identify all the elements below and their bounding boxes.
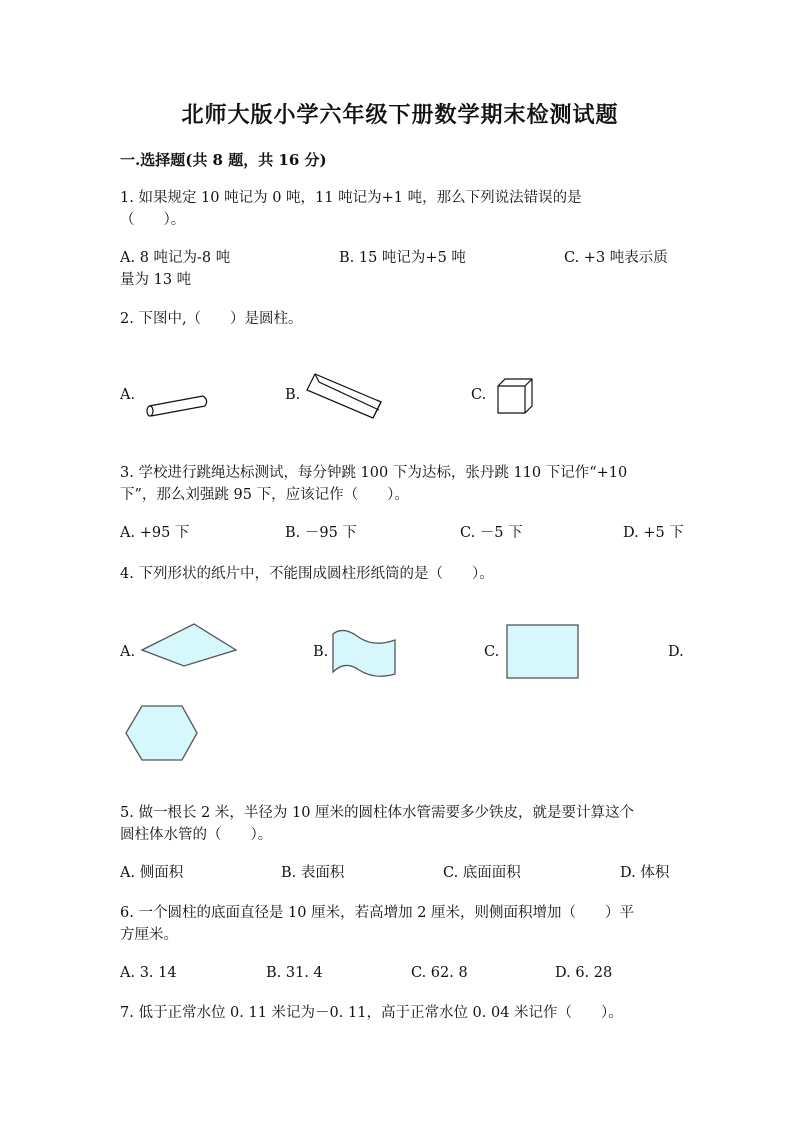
q2-option-a: A. bbox=[120, 387, 136, 403]
wavy-paper-icon bbox=[331, 630, 397, 678]
rhombus-icon bbox=[140, 622, 240, 668]
q5-text-line1: 5. 做一根长 2 米，半径为 10 厘米的圆柱体水管需要多少铁皮，就是要计算这个 bbox=[120, 805, 635, 821]
q3-option-b: B. －95 下 bbox=[285, 525, 357, 541]
q5-option-b: B. 表面积 bbox=[281, 865, 345, 881]
q3-option-d: D. +5 下 bbox=[623, 525, 684, 541]
q5-option-a: A. 侧面积 bbox=[120, 865, 184, 881]
q6-option-c: C. 62. 8 bbox=[411, 965, 468, 981]
q1-option-c-cont: 量为 13 吨 bbox=[120, 272, 192, 288]
q1-option-c: C. +3 吨表示质 bbox=[564, 250, 668, 266]
q2-option-c: C. bbox=[471, 387, 487, 403]
q5-option-d: D. 体积 bbox=[620, 865, 670, 881]
q2-option-b: B. bbox=[285, 387, 301, 403]
page-title: 北师大版小学六年级下册数学期末检测试题 bbox=[181, 102, 619, 128]
q3-option-c: C. －5 下 bbox=[460, 525, 523, 541]
q6-option-b: B. 31. 4 bbox=[266, 965, 323, 981]
q5-option-c: C. 底面面积 bbox=[443, 865, 521, 881]
section-heading: 一.选择题(共 8 题，共 16 分) bbox=[120, 151, 327, 169]
q1-option-a: A. 8 吨记为-8 吨 bbox=[120, 250, 231, 266]
q5-text-line2: 圆柱体水管的（ ）。 bbox=[120, 827, 273, 843]
q6-option-a: A. 3. 14 bbox=[120, 965, 177, 981]
q3-text-line1: 3. 学校进行跳绳达标测试，每分钟跳 100 下为达标，张丹跳 110 下记作“+10 bbox=[120, 465, 628, 481]
q6-option-d: D. 6. 28 bbox=[555, 965, 613, 981]
q4-option-c: C. bbox=[484, 644, 500, 660]
q1-text-line1: 1. 如果规定 10 吨记为 0 吨，11 吨记为+1 吨，那么下列说法错误的是 bbox=[120, 190, 582, 206]
q7-text: 7. 低于正常水位 0. 11 米记为－0. 11，高于正常水位 0. 04 米记作（ ）。 bbox=[120, 1005, 623, 1021]
hexagon-icon bbox=[124, 704, 200, 762]
q4-option-d: D. bbox=[668, 644, 684, 660]
q3-text-line2: 下”，那么刘强跳 95 下，应该记作（ ）。 bbox=[120, 487, 409, 503]
q1-text-line2: （ ）。 bbox=[120, 212, 186, 228]
triangular-prism-icon bbox=[305, 372, 385, 420]
q4-option-a: A. bbox=[120, 644, 136, 660]
q1-option-b: B. 15 吨记为+5 吨 bbox=[339, 250, 466, 266]
q2-text: 2. 下图中,（ ）是圆柱。 bbox=[120, 311, 303, 327]
q6-text-line1: 6. 一个圆柱的底面直径是 10 厘米，若高增加 2 厘米，则侧面积增加（ ）平 bbox=[120, 905, 635, 921]
q4-option-b: B. bbox=[313, 644, 329, 660]
rectangle-icon bbox=[506, 624, 580, 680]
cylinder-rod-icon bbox=[145, 392, 211, 418]
q6-text-line2: 方厘米。 bbox=[120, 927, 178, 943]
q3-option-a: A. +95 下 bbox=[120, 525, 190, 541]
q4-text: 4. 下列形状的纸片中，不能围成圆柱形纸筒的是（ ）。 bbox=[120, 566, 494, 582]
cube-icon bbox=[496, 377, 536, 417]
